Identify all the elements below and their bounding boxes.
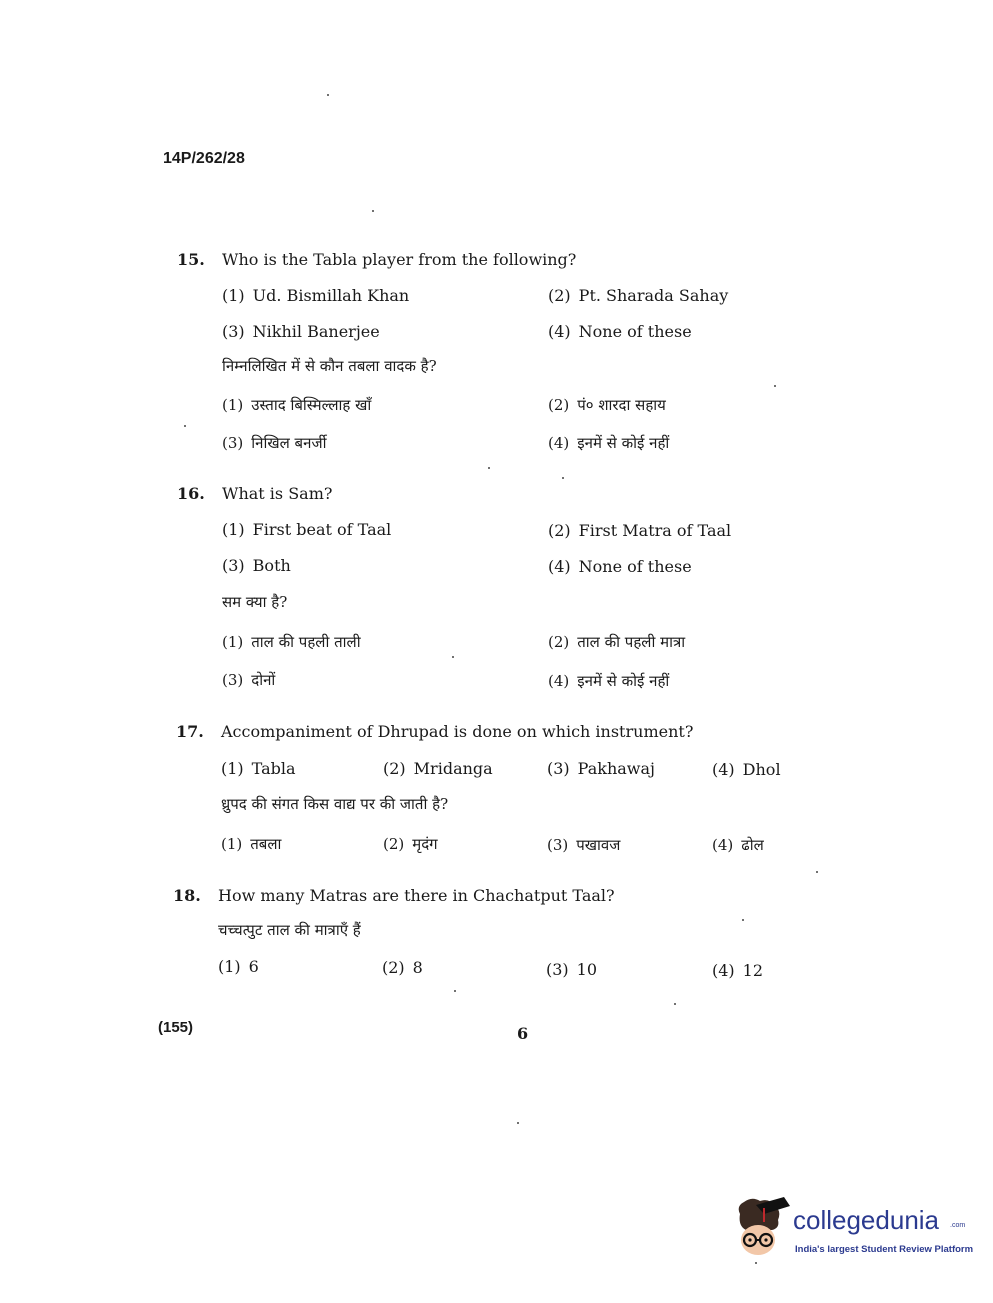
option-2: (2) First Matra of Taal bbox=[548, 521, 732, 540]
scan-speck bbox=[816, 871, 818, 873]
hindi-option-4: (4) ढोल bbox=[712, 836, 764, 854]
scan-speck bbox=[327, 94, 329, 96]
option-4: (4) None of these bbox=[548, 322, 692, 341]
question-text-hindi: चच्चत्पुट ताल की मात्राएँ हैं bbox=[218, 921, 361, 939]
option-3: (3) Pakhawaj bbox=[547, 759, 655, 778]
question-text: Accompaniment of Dhrupad is done on which instrument? bbox=[221, 722, 694, 741]
hindi-option-4: (4) इनमें से कोई नहीं bbox=[548, 434, 670, 452]
hindi-option-4: (4) इनमें से कोई नहीं bbox=[548, 672, 670, 690]
question-text-hindi: ध्रुपद की संगत किस वाद्य पर की जाती है? bbox=[221, 795, 449, 813]
scan-speck bbox=[674, 1003, 676, 1005]
logo-tagline: India's largest Student Review Platform bbox=[795, 1244, 974, 1255]
scan-speck bbox=[454, 990, 456, 992]
option-4: (4) None of these bbox=[548, 557, 692, 576]
page-number: 6 bbox=[517, 1024, 529, 1043]
option-1: (1) Tabla bbox=[221, 759, 296, 778]
mascot-graduate-icon bbox=[734, 1196, 792, 1258]
scan-speck bbox=[755, 1262, 757, 1264]
scan-speck bbox=[517, 1122, 519, 1124]
option-2: (2) Mridanga bbox=[383, 759, 493, 778]
hindi-option-3: (3) दोनों bbox=[222, 671, 276, 689]
question-number: 15. bbox=[177, 250, 205, 269]
question-text: What is Sam? bbox=[222, 484, 333, 503]
hindi-option-2: (2) ताल की पहली मात्रा bbox=[548, 633, 686, 651]
option-2: (2) Pt. Sharada Sahay bbox=[548, 286, 729, 305]
question-text: Who is the Tabla player from the following? bbox=[222, 250, 577, 269]
logo-domain-suffix: .com bbox=[950, 1222, 966, 1229]
option-3: (3) Nikhil Banerjee bbox=[222, 322, 380, 341]
scan-speck bbox=[774, 385, 776, 387]
paper-code: 14P/262/28 bbox=[163, 150, 245, 167]
hindi-option-2: (2) पं० शारदा सहाय bbox=[548, 396, 666, 414]
hindi-option-1: (1) ताल की पहली ताली bbox=[222, 633, 361, 651]
scan-speck bbox=[742, 919, 744, 921]
question-text-hindi: सम क्या है? bbox=[222, 593, 288, 611]
option-3: (3) Both bbox=[222, 556, 291, 575]
scan-speck bbox=[372, 210, 374, 212]
footer-code: (155) bbox=[158, 1019, 194, 1036]
question-number: 17. bbox=[176, 722, 204, 741]
hindi-option-3: (3) निखिल बनर्जी bbox=[222, 434, 327, 452]
scan-speck bbox=[562, 477, 564, 479]
hindi-option-1: (1) तबला bbox=[221, 835, 282, 853]
hindi-option-1: (1) उस्ताद बिस्मिल्लाह खाँ bbox=[222, 396, 372, 414]
option-3: (3) 10 bbox=[546, 960, 598, 979]
option-4: (4) 12 bbox=[712, 961, 764, 980]
option-2: (2) 8 bbox=[382, 958, 423, 977]
hindi-option-3: (3) पखावज bbox=[547, 836, 621, 854]
question-number: 16. bbox=[177, 484, 205, 503]
scan-speck bbox=[488, 467, 490, 469]
scan-speck bbox=[452, 656, 454, 658]
question-text-hindi: निम्नलिखित में से कौन तबला वादक है? bbox=[222, 357, 437, 375]
scan-speck bbox=[184, 425, 186, 427]
option-1: (1) First beat of Taal bbox=[222, 520, 392, 539]
option-4: (4) Dhol bbox=[712, 760, 781, 779]
question-number: 18. bbox=[173, 886, 201, 905]
question-text: How many Matras are there in Chachatput Taal? bbox=[218, 886, 615, 905]
option-1: (1) 6 bbox=[218, 957, 259, 976]
option-1: (1) Ud. Bismillah Khan bbox=[222, 286, 410, 305]
hindi-option-2: (2) मृदंग bbox=[383, 835, 438, 853]
logo-wordmark: collegedunia bbox=[793, 1205, 940, 1235]
